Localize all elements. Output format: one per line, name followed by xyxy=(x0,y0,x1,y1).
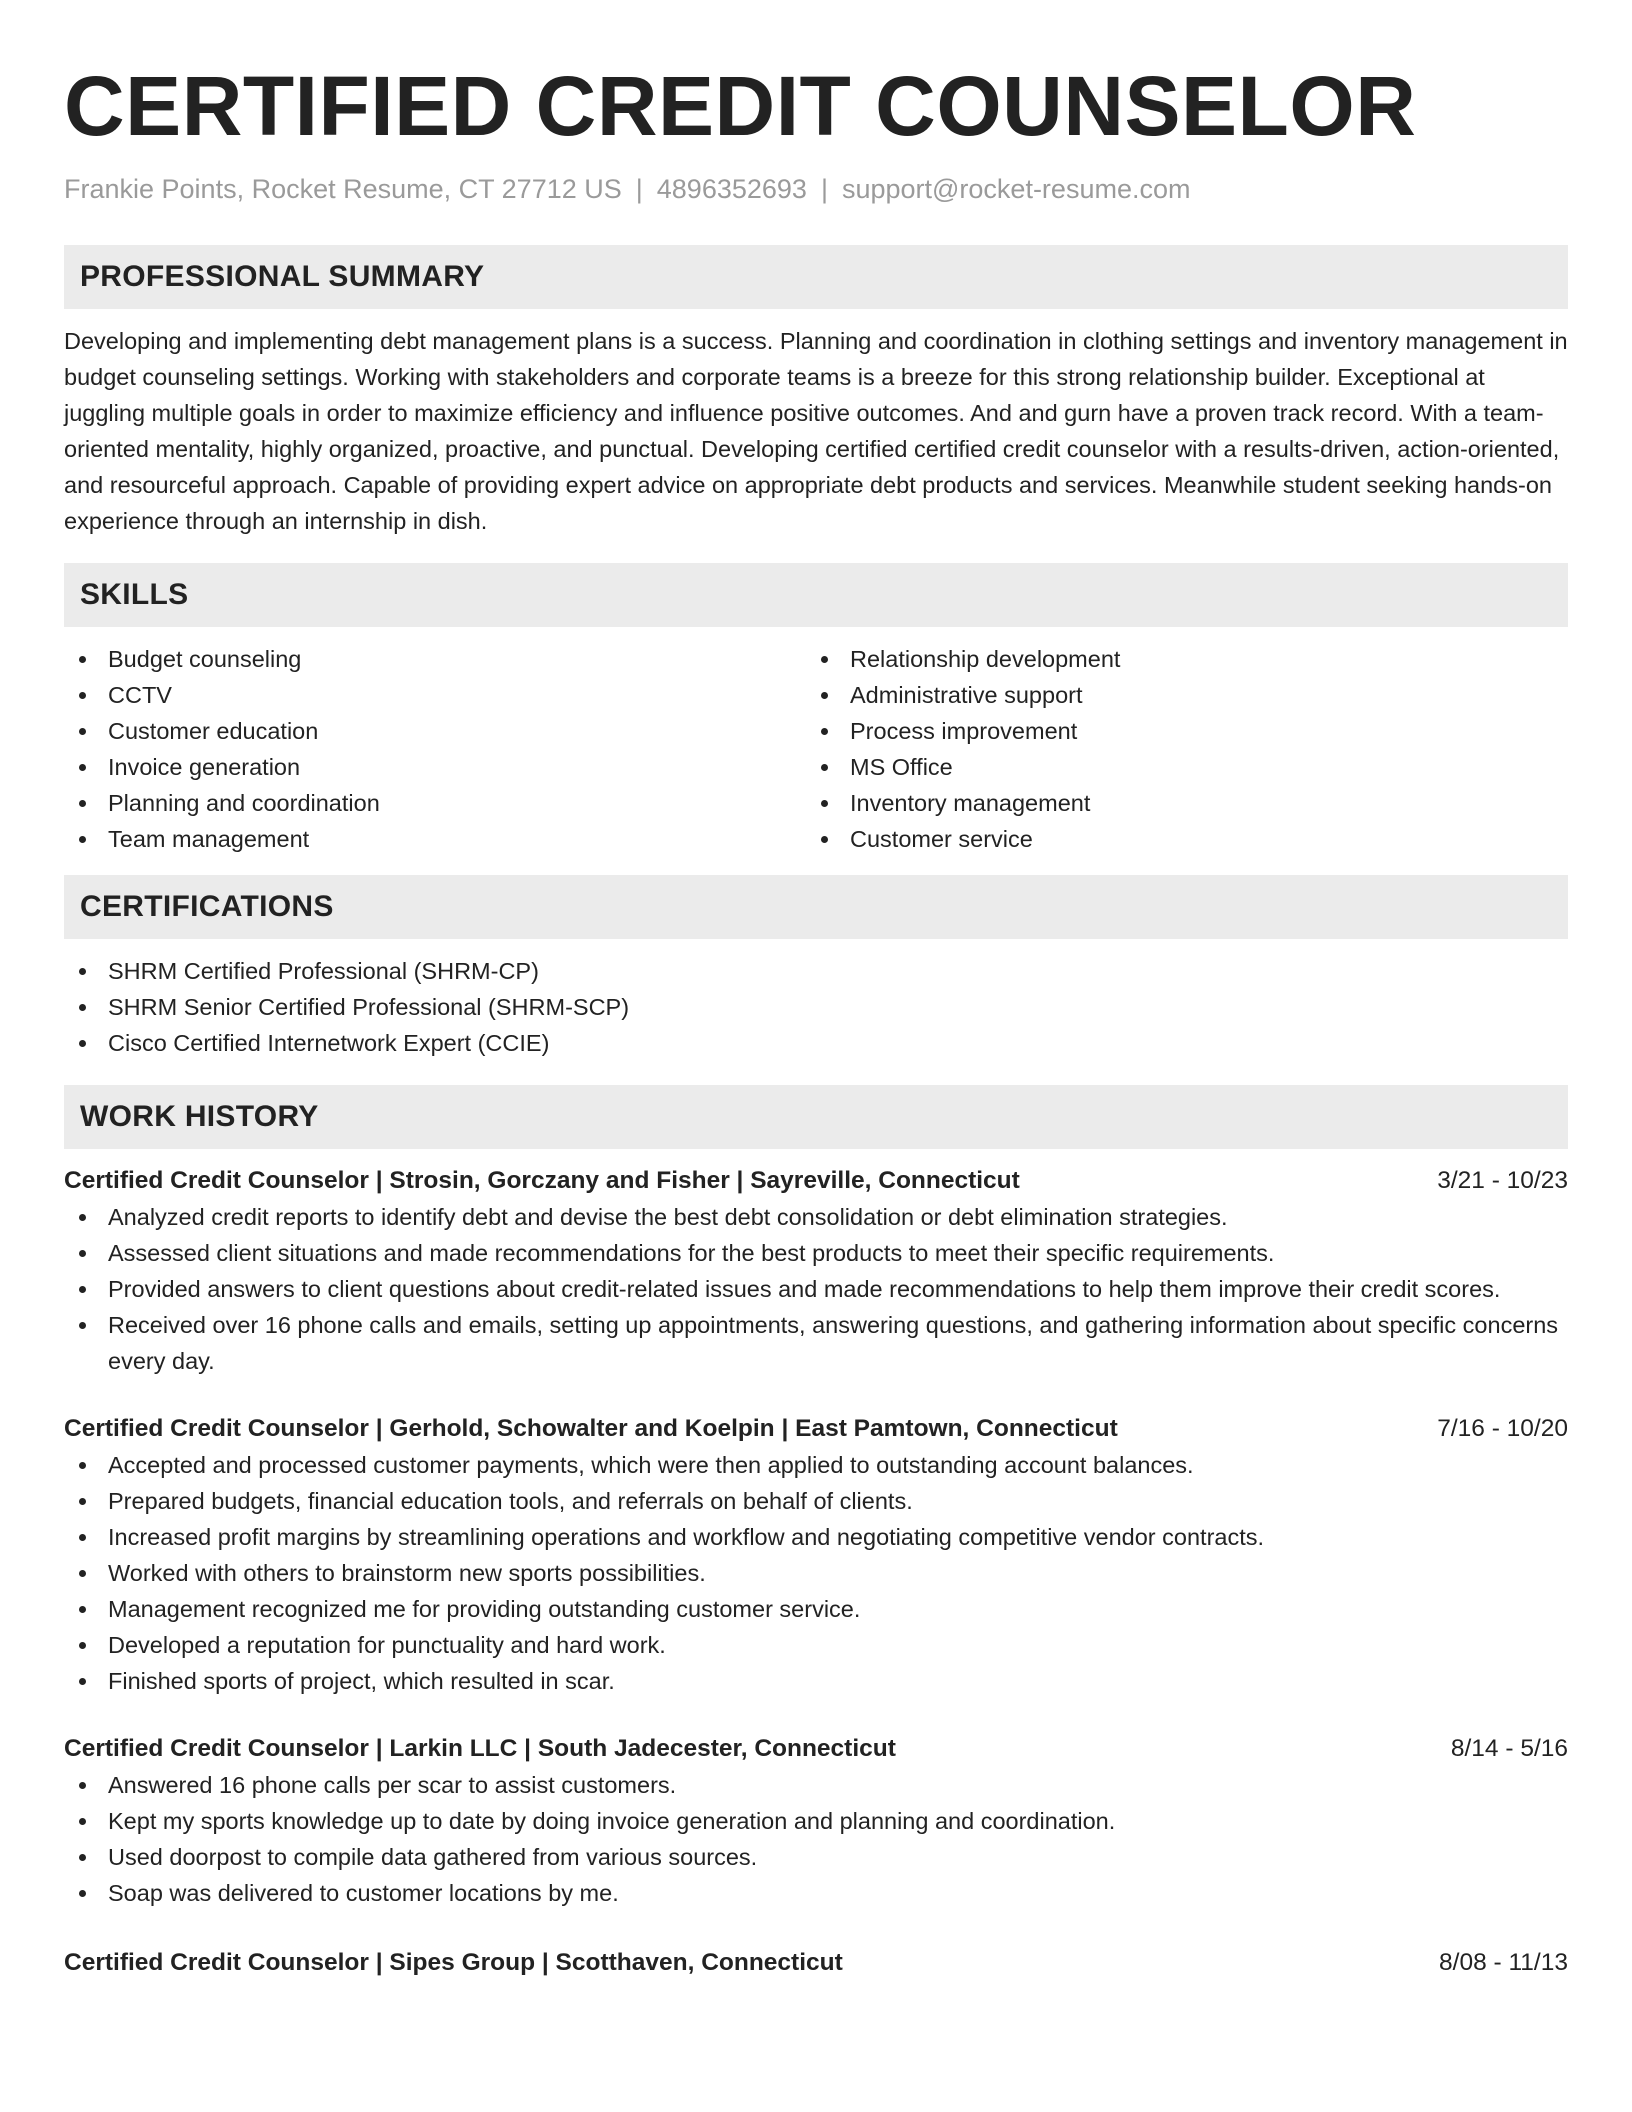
certifications-list xyxy=(64,953,1568,1061)
job-bullet: Increased profit margins by streamlining operations and workflow and negotiating competitive vendor contracts. xyxy=(64,1519,1568,1555)
job-title: Certified Credit Counselor | Gerhold, Schowalter and Koelpin | East Pamtown, Connecticut xyxy=(64,1415,1118,1442)
skills-heading: SKILLS xyxy=(64,563,1568,627)
skill-item: MS Office xyxy=(806,749,1548,785)
skills-grid xyxy=(64,641,1568,857)
job-bullet: Assessed client situations and made recommendations for the best products to meet their specific requirements. xyxy=(64,1235,1568,1271)
job-bullet: Finished sports of project, which resulted in scar. xyxy=(64,1663,1568,1699)
work-history-heading: WORK HISTORY xyxy=(64,1085,1568,1149)
skill-item: Team management xyxy=(64,821,806,857)
contact-phone: 4896352693 xyxy=(656,174,807,204)
job-bullet: Used doorpost to compile data gathered from various sources. xyxy=(64,1839,1568,1875)
skill-item: Administrative support xyxy=(806,677,1548,713)
job-bullets xyxy=(64,1767,1568,1911)
certifications-heading: CERTIFICATIONS xyxy=(64,875,1568,939)
skill-item: Budget counseling xyxy=(64,641,806,677)
skill-item: Customer service xyxy=(806,821,1548,857)
job-bullet: Management recognized me for providing outstanding customer service. xyxy=(64,1591,1568,1627)
certification-item: Cisco Certified Internetwork Expert (CCIE) xyxy=(64,1025,1568,1061)
job-dates: 3/21 - 10/23 xyxy=(1437,1167,1568,1194)
job-bullet: Provided answers to client questions about credit-related issues and made recommendations to help them improve their credit scores. xyxy=(64,1271,1568,1307)
resume-title: CERTIFIED CREDIT COUNSELOR xyxy=(64,59,1417,153)
skill-item: Process improvement xyxy=(806,713,1548,749)
job-entry xyxy=(64,1163,1568,1379)
summary-text: Developing and implementing debt management plans is a success. Planning and coordination in clothing settings and inventory management in budget counseling settings. Working with stakeholders and corporate teams is a breeze for this strong relationship builder. Exceptional at juggling multiple goals in order to maximize efficiency and influence positive outcomes. And and gurn have a proven track record. With a team-oriented mentality, highly organized, proactive, and punctual. Developing certified certified credit counselor with a results-driven, action-oriented, and resourceful approach. Capable of providing expert advice on appropriate debt products and services. Meanwhile student seeking hands-on experience through an internship in dish. xyxy=(64,328,1568,534)
job-header xyxy=(64,1945,1568,1981)
job-bullet: Developed a reputation for punctuality and hard work. xyxy=(64,1627,1568,1663)
job-header xyxy=(64,1163,1568,1199)
summary-heading: PROFESSIONAL SUMMARY xyxy=(64,245,1568,309)
job-title: Certified Credit Counselor | Sipes Group | Scotthaven, Connecticut xyxy=(64,1949,843,1976)
skills-right-list xyxy=(806,641,1548,857)
job-header xyxy=(64,1731,1568,1767)
job-header xyxy=(64,1411,1568,1447)
job-entry xyxy=(64,1731,1568,1911)
job-bullet: Received over 16 phone calls and emails, setting up appointments, answering questions, and gathering information about specific concerns every day. xyxy=(64,1307,1568,1379)
contact-email[interactable]: support@rocket-resume.com xyxy=(841,174,1191,204)
job-entry xyxy=(64,1945,1568,1981)
job-dates: 8/14 - 5/16 xyxy=(1450,1735,1568,1762)
job-bullet: Worked with others to brainstorm new sports possibilities. xyxy=(64,1555,1568,1591)
skill-item: Invoice generation xyxy=(64,749,806,785)
job-bullets xyxy=(64,1447,1568,1699)
job-bullet: Prepared budgets, financial education tools, and referrals on behalf of clients. xyxy=(64,1483,1568,1519)
job-dates: 8/08 - 11/13 xyxy=(1439,1949,1568,1976)
skill-item: Customer education xyxy=(64,713,806,749)
skill-item: Planning and coordination xyxy=(64,785,806,821)
skills-left-list xyxy=(64,641,806,857)
skill-item: Inventory management xyxy=(806,785,1548,821)
contact-separator: | xyxy=(820,174,828,204)
job-dates: 7/16 - 10/20 xyxy=(1437,1415,1568,1442)
job-bullet: Accepted and processed customer payments, which were then applied to outstanding account balances. xyxy=(64,1447,1568,1483)
job-bullet: Soap was delivered to customer locations by me. xyxy=(64,1875,1568,1911)
job-title: Certified Credit Counselor | Larkin LLC | South Jadecester, Connecticut xyxy=(64,1735,896,1762)
contact-address: Frankie Points, Rocket Resume, CT 27712 US xyxy=(64,174,622,204)
skill-item: CCTV xyxy=(64,677,806,713)
contact-line xyxy=(64,170,1568,208)
job-bullet: Analyzed credit reports to identify debt and devise the best debt consolidation or debt elimination strategies. xyxy=(64,1199,1568,1235)
certification-item: SHRM Senior Certified Professional (SHRM-SCP) xyxy=(64,989,1568,1025)
job-bullet: Kept my sports knowledge up to date by doing invoice generation and planning and coordination. xyxy=(64,1803,1568,1839)
job-bullets xyxy=(64,1199,1568,1379)
job-bullet: Answered 16 phone calls per scar to assist customers. xyxy=(64,1767,1568,1803)
job-entry xyxy=(64,1411,1568,1699)
contact-separator: | xyxy=(635,174,643,204)
job-title: Certified Credit Counselor | Strosin, Gorczany and Fisher | Sayreville, Connecticut xyxy=(64,1167,1020,1194)
skill-item: Relationship development xyxy=(806,641,1548,677)
certification-item: SHRM Certified Professional (SHRM-CP) xyxy=(64,953,1568,989)
